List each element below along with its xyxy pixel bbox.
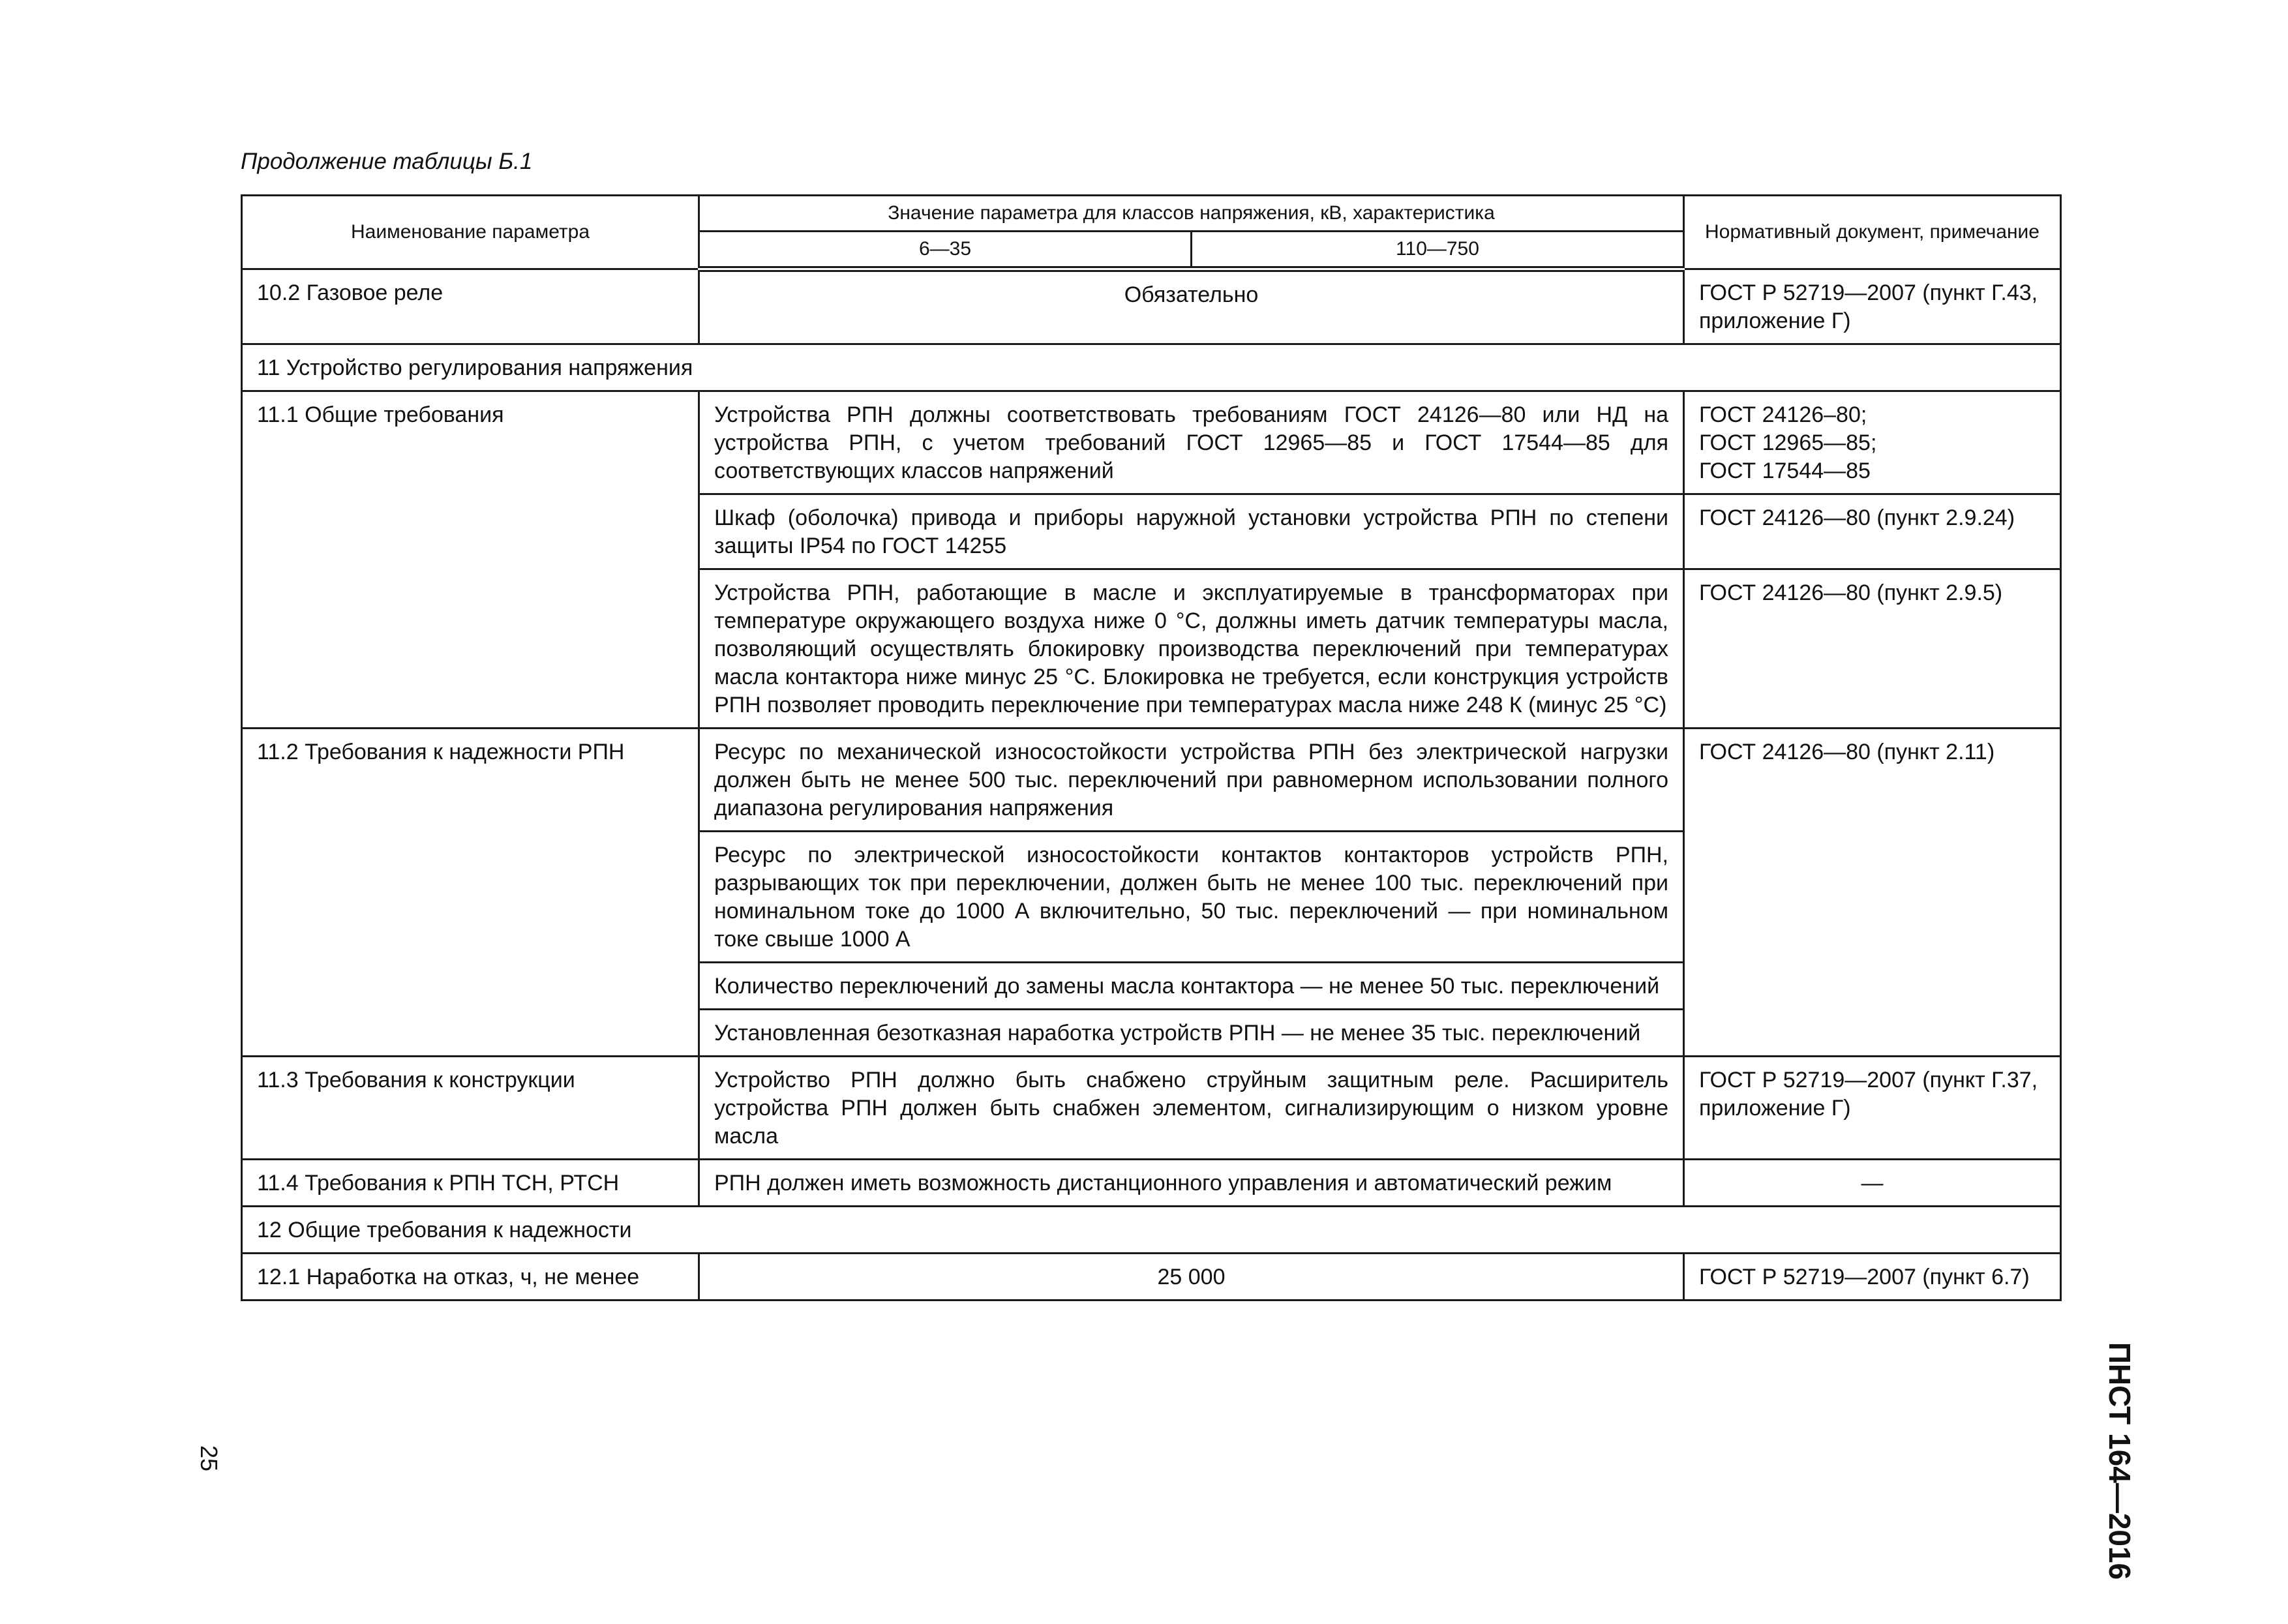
param-value: Шкаф (оболочка) привода и приборы наружной установки устройства РПН по степени защиты IP54 по ГОСТ 14255 [699, 494, 1684, 569]
header-param-name: Наименование параметра [242, 196, 699, 269]
header-class-low: 6—35 [699, 232, 1192, 269]
section-title: 11 Устройство регулирования напряжения [242, 344, 2061, 391]
table-row [242, 1160, 2061, 1207]
header-class-high: 110—750 [1192, 232, 1684, 269]
section-row [242, 344, 2061, 391]
norm-doc: — [1684, 1160, 2061, 1207]
param-name: 11.4 Требования к РПН ТСН, РТСН [242, 1160, 699, 1207]
norm-doc-line: ГОСТ 17544—85 [1699, 459, 1871, 483]
table-row [242, 1057, 2061, 1160]
page-number [196, 1444, 222, 1483]
table-row [242, 391, 2061, 494]
param-value: Обязательно [699, 269, 1684, 344]
norm-doc: ГОСТ Р 52719—2007 (пункт 6.7) [1684, 1254, 2061, 1301]
param-value: Устройства РПН, работающие в масле и эксплуатируемые в трансформаторах при температуре окружающего воздуха ниже 0 °С, должны иметь датчик температуры масла, позволяющий осуществлять блокировку производства переключений при температурах масла контактора ниже минус 25 °С. Блокировка не требуется, если конструкция устройств РПН позволяет проводить переключение при температурах масла ниже 248 К (минус 25 °С) [699, 569, 1684, 729]
param-value: Ресурс по механической износостойкости устройства РПН без электрической нагрузки должен быть не менее 500 тыс. переключений при равномерном использовании полного диапазона регулирования напряжения [699, 729, 1684, 832]
param-name: 11.3 Требования к конструкции [242, 1057, 699, 1160]
norm-doc [1684, 391, 2061, 494]
header-value-group: Значение параметра для классов напряжения, кВ, характеристика [699, 196, 1684, 232]
param-name: 12.1 Наработка на отказ, ч, не менее [242, 1254, 699, 1301]
norm-doc: ГОСТ 24126—80 (пункт 2.9.5) [1684, 569, 2061, 729]
param-value: 25 000 [699, 1254, 1684, 1301]
param-value: Установленная безотказная наработка устройств РПН — не менее 35 тыс. переключений [699, 1010, 1684, 1057]
norm-doc: ГОСТ 24126—80 (пункт 2.9.24) [1684, 494, 2061, 569]
param-value: Ресурс по электрической износостойкости контактов контакторов устройств РПН, разрывающих ток при переключении, должен быть не менее 100 тыс. переключений при номинальном токе до 1000 А включительно, 50 тыс. переключений — при номинальном токе свыше 1000 А [699, 832, 1684, 963]
table-row [242, 729, 2061, 832]
norm-doc-line: ГОСТ 24126–80; [1699, 402, 1867, 427]
param-name: 11.1 Общие требования [242, 391, 699, 729]
norm-doc: ГОСТ Р 52719—2007 (пункт Г.43, приложение Г) [1684, 269, 2061, 344]
norm-doc: ГОСТ Р 52719—2007 (пункт Г.37, приложение Г) [1684, 1057, 2061, 1160]
param-name: 10.2 Газовое реле [242, 269, 699, 344]
norm-doc: ГОСТ 24126—80 (пункт 2.11) [1684, 729, 2061, 1057]
standard-id-text: ПНСТ 164—2016 [2103, 1342, 2137, 1580]
header-row [242, 196, 2061, 232]
standard-id [2100, 1298, 2139, 1624]
table-caption: Продолжение таблицы Б.1 [241, 149, 533, 174]
header-norm-doc: Нормативный документ, примечание [1684, 196, 2061, 269]
param-name: 11.2 Требования к надежности РПН [242, 729, 699, 1057]
section-title: 12 Общие требования к надежности [242, 1207, 2061, 1254]
requirements-table [241, 194, 2062, 1301]
page-number-text: 25 [196, 1445, 222, 1472]
param-value: Устройства РПН должны соответствовать требованиям ГОСТ 24126—80 или НД на устройства РПН, с учетом требований ГОСТ 12965—85 и ГОСТ 17544—85 для соответствующих классов напряжений [699, 391, 1684, 494]
table-row [242, 1254, 2061, 1301]
norm-doc-line: ГОСТ 12965—85; [1699, 430, 1877, 455]
section-row [242, 1207, 2061, 1254]
table-row [242, 269, 2061, 344]
param-value: РПН должен иметь возможность дистанционного управления и автоматический режим [699, 1160, 1684, 1207]
param-value: Устройство РПН должно быть снабжено струйным защитным реле. Расширитель устройства РПН должен быть снабжен элементом, сигнализирующим о низком уровне масла [699, 1057, 1684, 1160]
param-value: Количество переключений до замены масла контактора — не менее 50 тыс. переключений [699, 963, 1684, 1010]
